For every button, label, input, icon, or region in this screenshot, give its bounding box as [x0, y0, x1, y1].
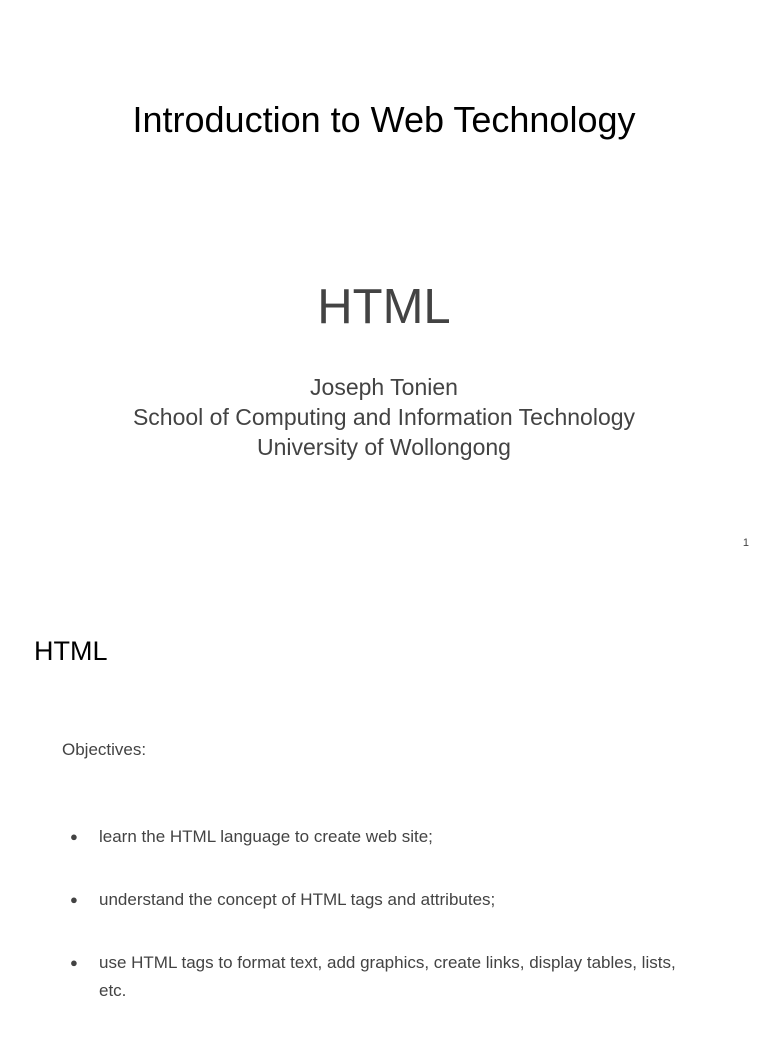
bullet-icon: ●	[70, 829, 78, 844]
section-title: HTML	[34, 636, 108, 666]
course-title: Introduction to Web Technology	[132, 99, 636, 140]
topic-title: HTML	[317, 280, 451, 334]
school-name: School of Computing and Information Technology	[132, 404, 636, 430]
author-block	[0, 372, 768, 462]
slide-objectives	[0, 576, 768, 1024]
list-item	[62, 823, 702, 851]
objective-text: use HTML tags to format text, add graphics, create links, display tables, lists, etc.	[99, 953, 676, 1000]
list-item	[62, 949, 702, 1005]
objective-text: understand the concept of HTML tags and attributes;	[99, 890, 496, 909]
author-name: Joseph Tonien	[310, 374, 458, 400]
bullet-icon: ●	[70, 955, 78, 970]
objectives-heading: Objectives:	[62, 740, 147, 759]
list-item	[62, 886, 702, 914]
objective-text: learn the HTML language to create web site;	[99, 827, 433, 846]
page-number: 1	[742, 537, 749, 549]
bullet-icon: ●	[70, 892, 78, 907]
objectives-list	[62, 823, 702, 1040]
university-name: University of Wollongong	[257, 434, 511, 460]
